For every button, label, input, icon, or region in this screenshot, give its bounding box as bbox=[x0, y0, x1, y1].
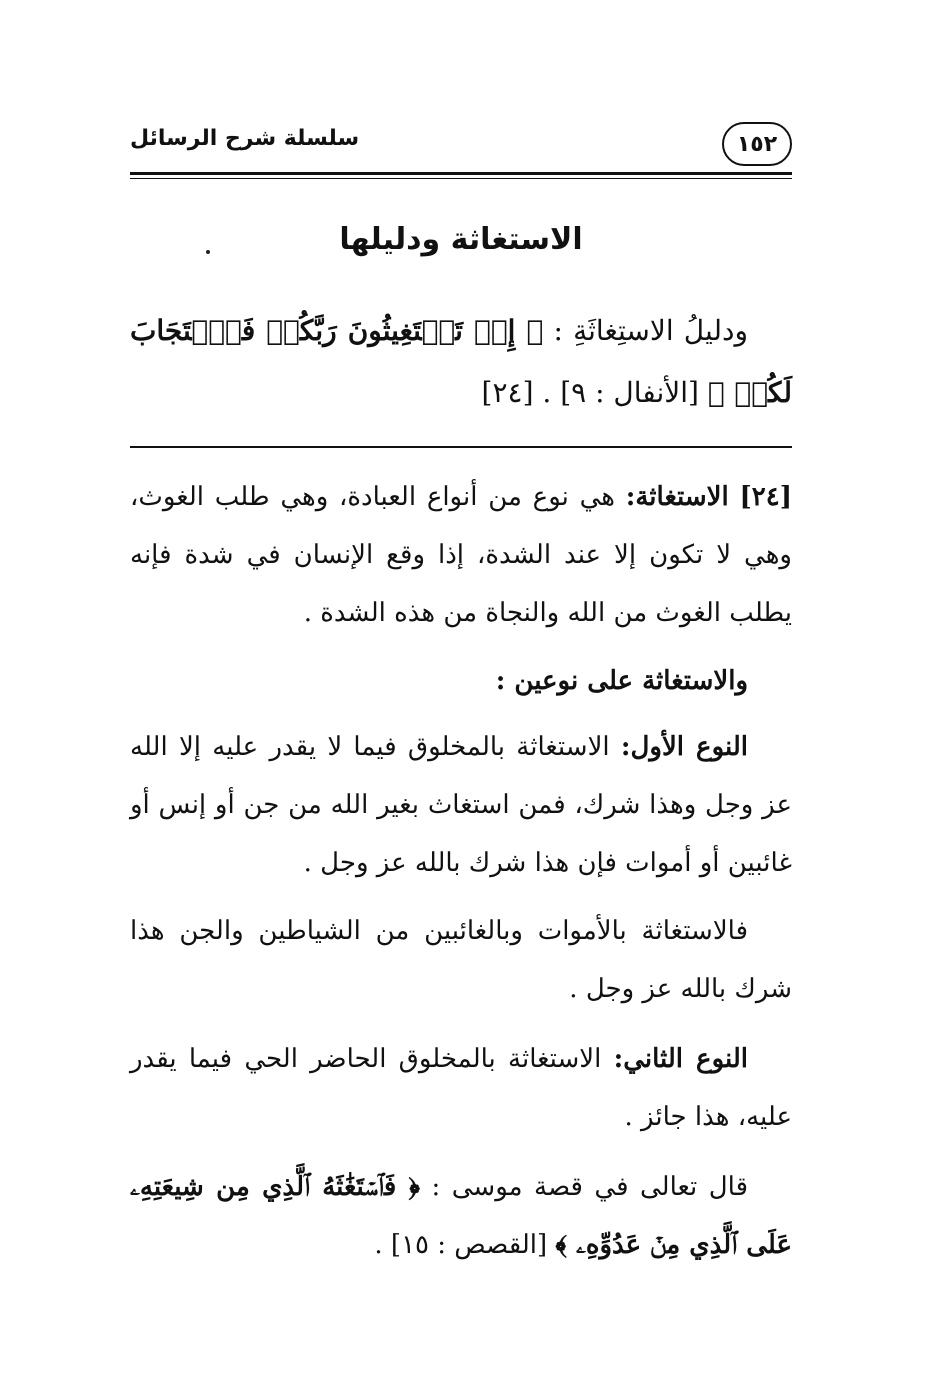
main-text bbox=[130, 300, 792, 424]
type-one-followup-paragraph bbox=[130, 902, 792, 1018]
type-one-followup: فالاستغاثة بالأموات وبالغائبين من الشياطين والجن هذا شرك بالله عز وجل . bbox=[130, 916, 792, 1004]
print-speck bbox=[206, 250, 210, 254]
page-number: ١٥٢ bbox=[722, 122, 792, 166]
verse-reference: [الأنفال : ٩] . bbox=[542, 376, 699, 409]
type-one-label: النوع الأول: bbox=[620, 732, 748, 762]
closing-verse: ﴿ فَٱسۡتَغَٰثَهُ ٱلَّذِي مِن شِيعَتِهِۦ عَلَى ٱلَّذِي مِنۡ عَدُوِّهِۦ ﴾ bbox=[130, 1172, 792, 1260]
footnote-paragraph bbox=[130, 468, 792, 642]
footnote-divider bbox=[130, 446, 792, 448]
footnote-marker-label: [٢٤] bbox=[739, 482, 793, 512]
footnote-text: هي نوع من أنواع العبادة، وهي طلب الغوث، وهي لا تكون إلا عند الشدة، إذا وقع الإنسان في شدة فإنه يطلب الغوث من الله والنجاة من هذه الشدة . bbox=[130, 482, 792, 628]
footnote-marker: [٢٤] bbox=[481, 376, 534, 409]
type-one-text: الاستغاثة بالمخلوق فيما لا يقدر عليه إلا الله عز وجل وهذا شرك، فمن استغاث بغير الله من جن أو إنس أو غائبين أو أموات فإن هذا شرك بالله عز وجل . bbox=[130, 732, 792, 878]
header-rule-thin bbox=[130, 178, 792, 179]
header-rule bbox=[130, 172, 792, 175]
type-two-paragraph bbox=[130, 1030, 792, 1146]
type-two-text: الاستغاثة بالمخلوق الحاضر الحي فيما يقدر عليه، هذا جائز . bbox=[130, 1044, 792, 1132]
closing-reference: [القصص : ١٥] . bbox=[374, 1230, 548, 1260]
type-two-label: النوع الثاني: bbox=[613, 1044, 748, 1074]
section-title: الاستغاثة ودليلها bbox=[339, 222, 583, 257]
types-heading: والاستغاثة على نوعين : bbox=[495, 666, 748, 696]
footnote-term: الاستغاثة: bbox=[625, 482, 729, 512]
closing-paragraph bbox=[130, 1158, 792, 1274]
type-one-paragraph bbox=[130, 718, 792, 892]
running-title: سلسلة شرح الرسائل bbox=[130, 126, 360, 151]
closing-lead: قال تعالى في قصة موسى : bbox=[431, 1172, 749, 1202]
types-heading-paragraph bbox=[130, 652, 792, 710]
main-lead: ودليلُ الاستِغاثَةِ : bbox=[553, 314, 748, 347]
quran-verse: ﴿ إِذۡ تَسۡتَغِيثُونَ رَبَّكُمۡ فَٱسۡتَجَابَ لَكُمۡ ﴾ bbox=[130, 314, 792, 409]
